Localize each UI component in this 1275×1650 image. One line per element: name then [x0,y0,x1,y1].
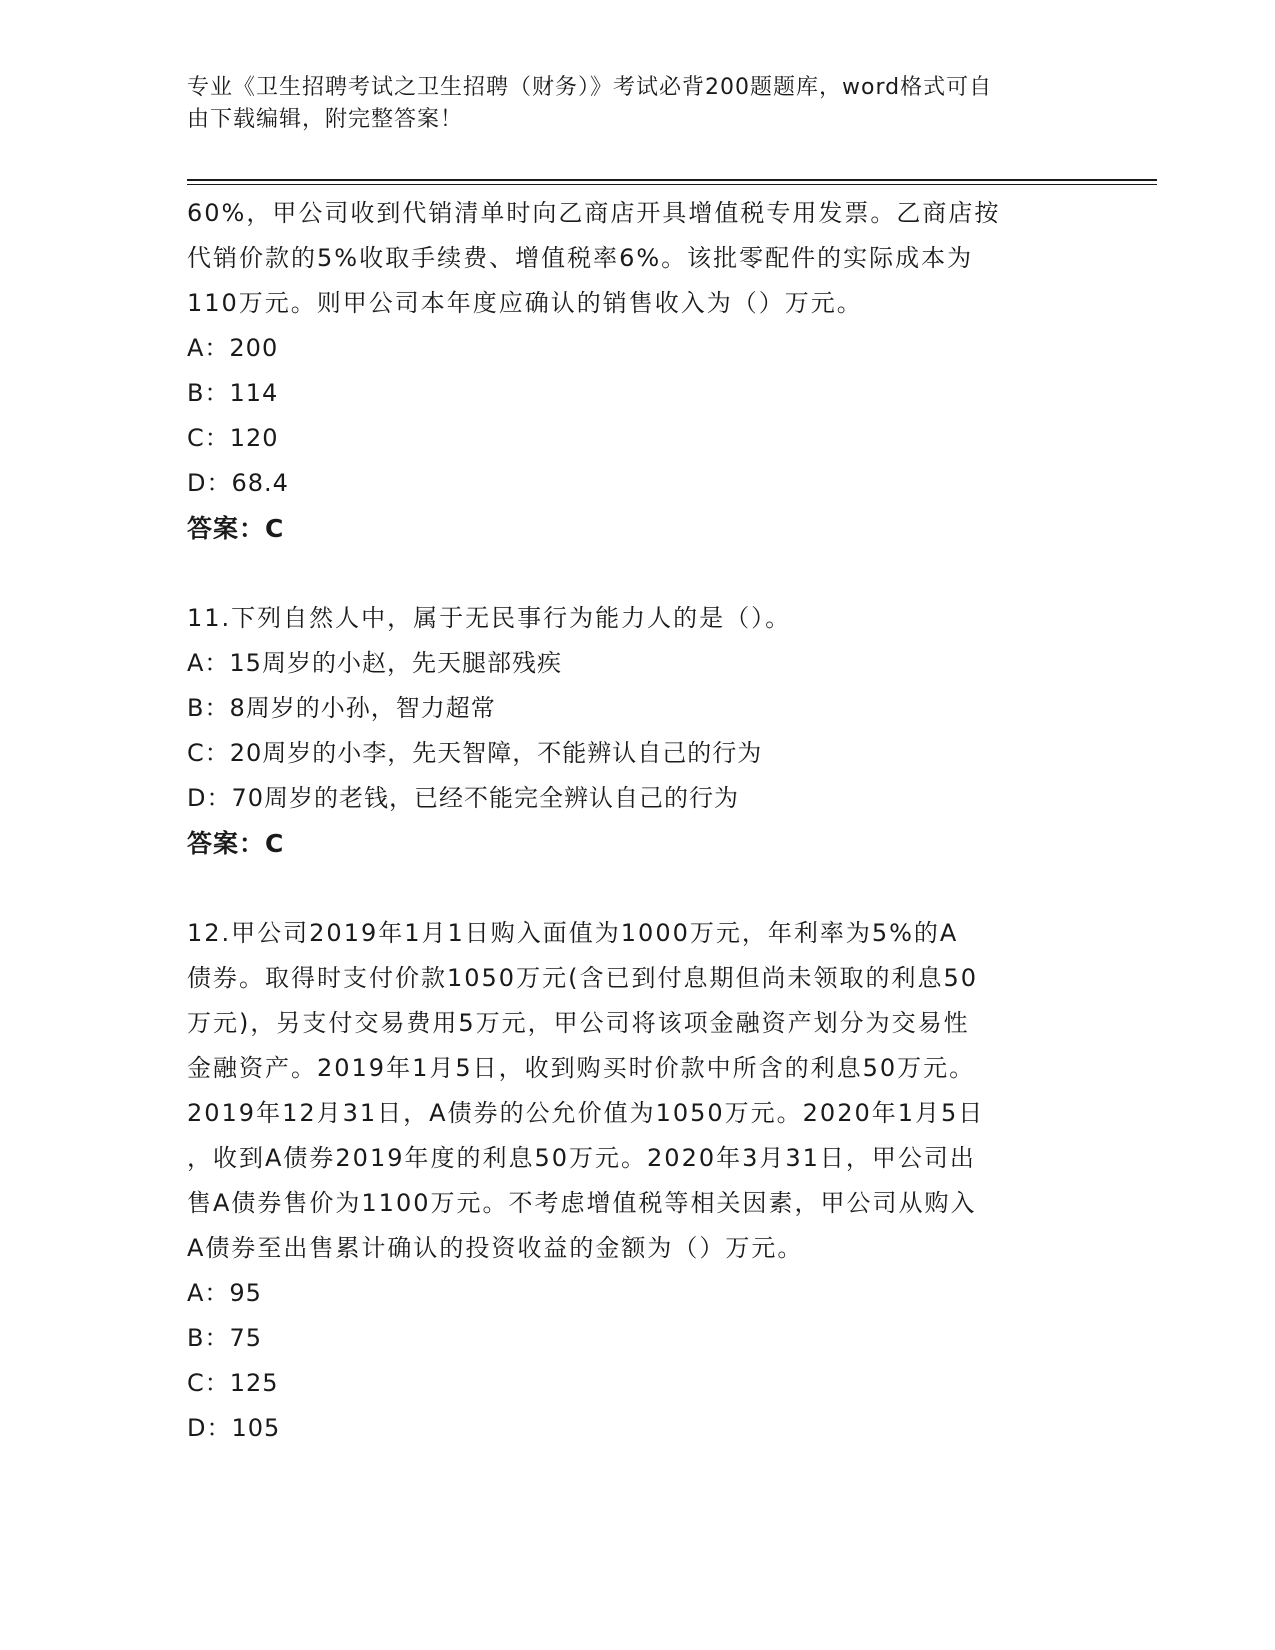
option-b: B：114 [187,379,279,407]
option-b: B：8周岁的小孙，智力超常 [187,694,496,722]
option-a: A：15周岁的小赵，先天腿部残疾 [187,649,562,677]
question-text-line: 代销价款的5%收取手续费、增值税率6%。该批零配件的实际成本为 [187,244,974,272]
question-text-line: ，收到A债券2019年度的利息50万元。2020年3月31日，甲公司出 [187,1144,976,1172]
question-11 [187,596,1087,866]
option-b: B：75 [187,1324,263,1352]
option-a: A：200 [187,334,279,362]
header-title-line-2: 由下载编辑，附完整答案！ [187,107,464,132]
question-10 [187,191,1087,551]
spacer [187,551,1087,596]
question-12 [187,911,1087,1451]
document-body [187,191,1087,1451]
question-text-line: 债券。取得时支付价款1050万元(含已到付息期但尚未领取的利息50 [187,964,978,992]
answer-line: 答案：C [187,514,285,543]
option-d: D：105 [187,1414,281,1442]
question-text-line: 万元)，另支付交易费用5万元，甲公司将该项金融资产划分为交易性 [187,1009,970,1037]
question-text-line: 金融资产。2019年1月5日，收到购买时价款中所含的利息50万元。 [187,1054,976,1082]
question-text-line: 售A债券售价为1100万元。不考虑增值税等相关因素，甲公司从购入 [187,1189,977,1217]
option-c: C：125 [187,1369,279,1397]
question-text-line: 11.下列自然人中，属于无民事行为能力人的是（）。 [187,604,792,632]
document-header [187,72,1087,136]
spacer [187,866,1087,911]
header-rule-thin [187,184,1157,185]
header-title-line-1: 专业《卫生招聘考试之卫生招聘（财务）》考试必背200题题库，word格式可自 [187,75,993,100]
answer-line: 答案：C [187,829,285,858]
question-text-line: 110万元。则甲公司本年度应确认的销售收入为（）万元。 [187,289,863,317]
option-a: A：95 [187,1279,262,1307]
question-text-line: A债券至出售累计确认的投资收益的金额为（）万元。 [187,1234,804,1262]
question-text-line: 12.甲公司2019年1月1日购入面值为1000万元，年利率为5%的A [187,919,959,947]
option-c: C：120 [187,424,279,452]
option-d: D：70周岁的老钱，已经不能完全辨认自己的行为 [187,784,740,812]
option-c: C：20周岁的小李，先天智障，不能辨认自己的行为 [187,739,763,767]
question-text-line: 60%，甲公司收到代销清单时向乙商店开具增值税专用发票。乙商店按 [187,199,1001,227]
option-d: D：68.4 [187,469,289,497]
question-text-line: 2019年12月31日，A债券的公允价值为1050万元。2020年1月5日 [187,1099,985,1127]
header-rule-thick [187,179,1157,181]
